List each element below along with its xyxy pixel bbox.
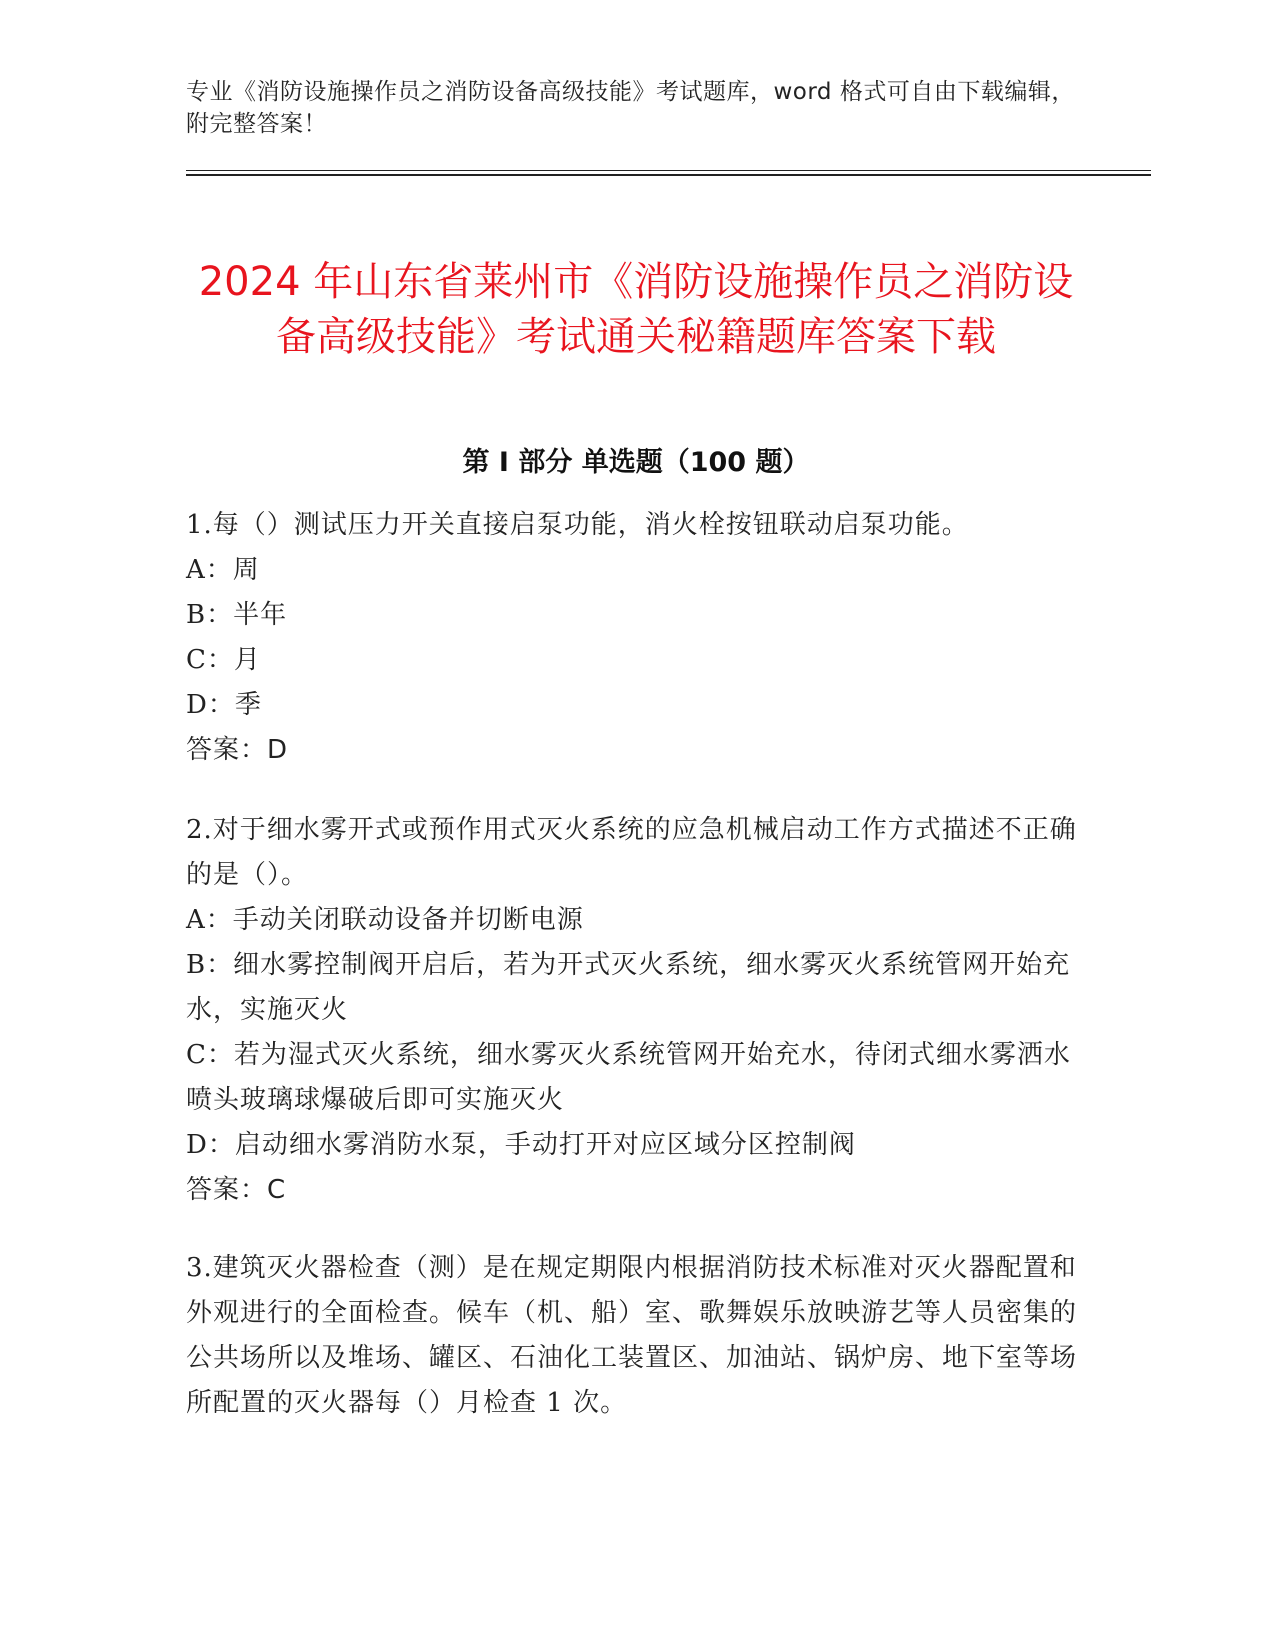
question-text: 2.对于细水雾开式或预作用式灭火系统的应急机械启动工作方式描述不正确的是（）。 <box>186 815 1077 890</box>
question-text: 3.建筑灭火器检查（测）是在规定期限内根据消防技术标准对灭火器配置和外观进行的全面检查。候车（机、船）室、歌舞娱乐放映游艺等人员密集的公共场所以及堆场、罐区、石油化工装置区、加油站、锅炉房、地下室等场所配置的灭火器每（）月检查 1 次。 <box>186 1253 1078 1418</box>
section-title: 第 I 部分 单选题（100 题） <box>462 447 810 478</box>
document-title: 2024 年山东省莱州市《消防设施操作员之消防设备高级技能》考试通关秘籍题库答案下载 <box>198 258 1074 360</box>
option-d: D：启动细水雾消防水泵，手动打开对应区域分区控制阀 <box>186 1130 856 1160</box>
option-d: D：季 <box>186 690 262 720</box>
question-1 <box>186 503 1086 773</box>
question-3 <box>186 1246 1086 1426</box>
answer: 答案：C <box>186 1175 287 1205</box>
option-b: B：半年 <box>186 600 288 630</box>
question-text: 1.每（）测试压力开关直接启泵功能，消火栓按钮联动启泵功能。 <box>186 510 969 540</box>
header-rule-thick <box>186 174 1151 176</box>
option-a: A：周 <box>186 555 260 585</box>
option-c: C：若为湿式灭火系统，细水雾灭火系统管网开始充水，待闭式细水雾洒水喷头玻璃球爆破后即可实施灭火 <box>186 1040 1071 1115</box>
option-a: A：手动关闭联动设备并切断电源 <box>186 905 584 935</box>
option-c: C：月 <box>186 645 261 675</box>
header-rule-thin <box>186 170 1151 171</box>
header-note: 专业《消防设施操作员之消防设备高级技能》考试题库，word 格式可自由下载编辑，附完整答案！ <box>186 79 1075 137</box>
answer: 答案：D <box>186 735 289 765</box>
question-2 <box>186 808 1086 1213</box>
option-b: B：细水雾控制阀开启后，若为开式灭火系统，细水雾灭火系统管网开始充水，实施灭火 <box>186 950 1071 1025</box>
